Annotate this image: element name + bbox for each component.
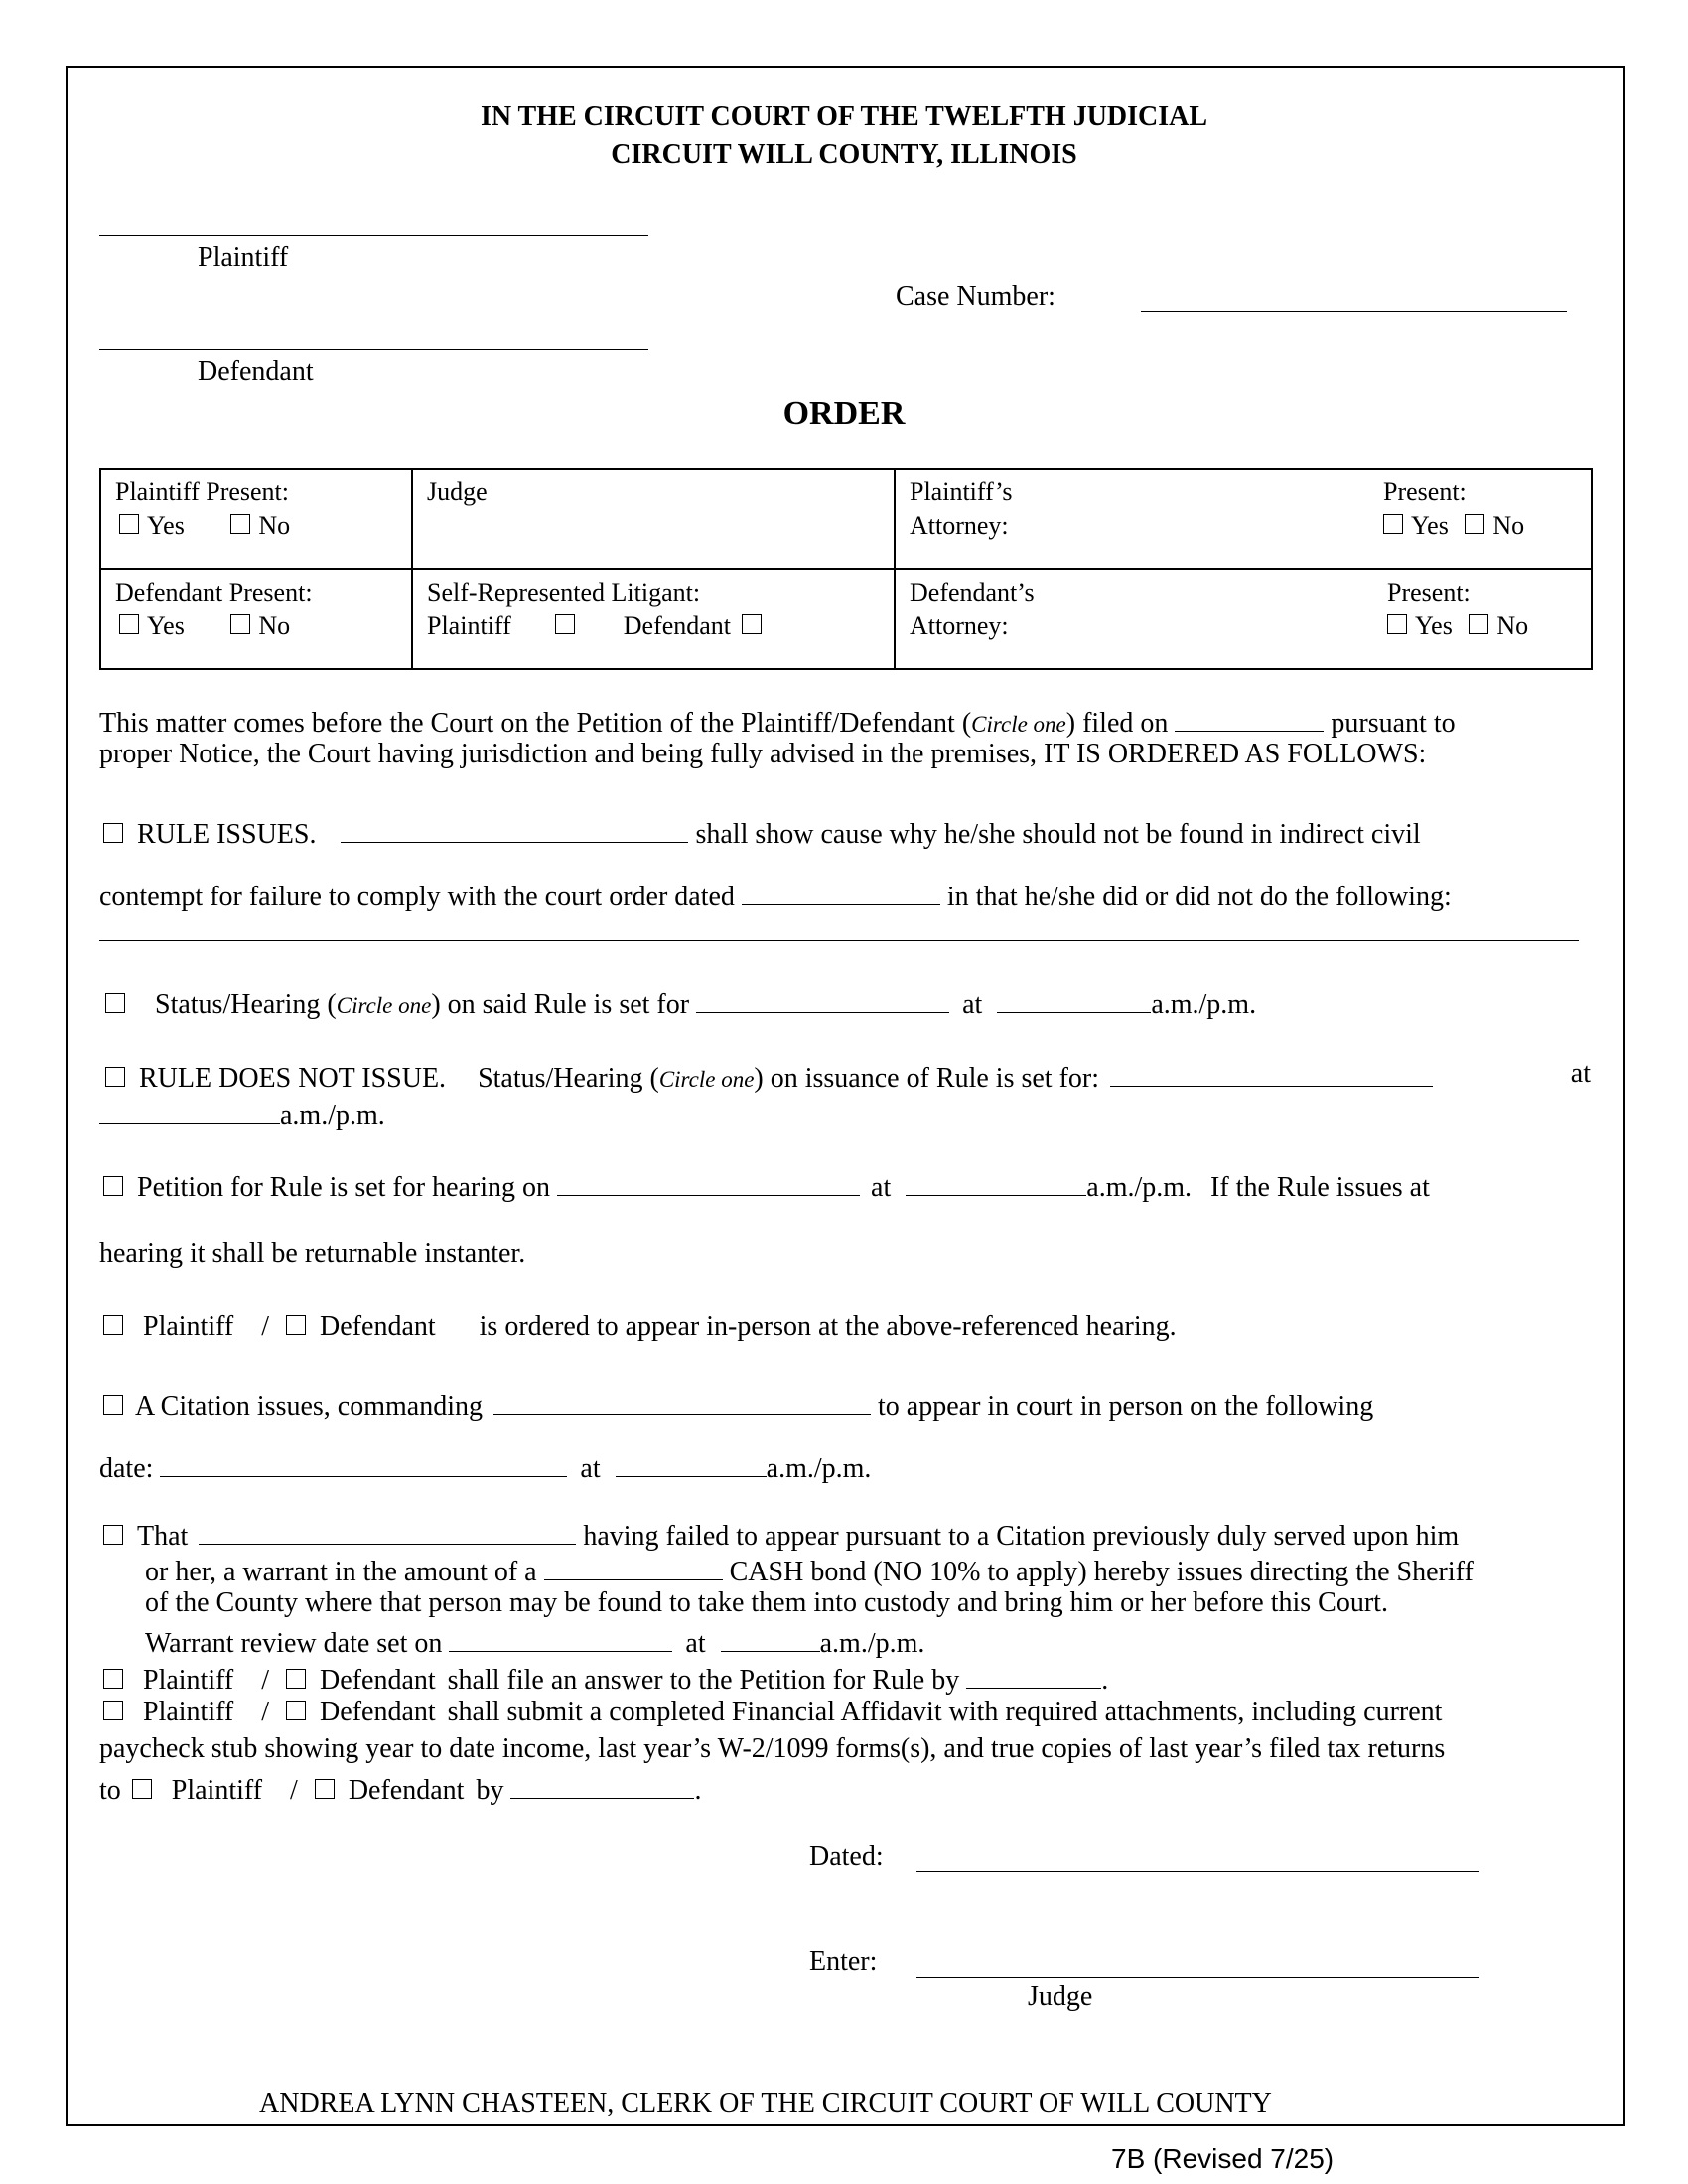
rule-issues-line2: contempt for failure to comply with the court order dated in that he/she did or did not do the following: [99, 879, 1452, 911]
judge-signature-line[interactable] [916, 1977, 1479, 1978]
defendants-attorney-label-2: Attorney: [910, 612, 1009, 640]
defendants-attorney-yes-checkbox[interactable] [1387, 614, 1407, 634]
warrant-checkbox[interactable] [103, 1525, 123, 1545]
plaintiffs-attorney-label-2: Attorney: [910, 511, 1009, 540]
affidavit-line1: Plaintiff / Defendant shall submit a completed Financial Affidavit with required attachments, including current [103, 1699, 1442, 1726]
intro-line1: This matter comes before the Court on the Petition of the Plaintiff/Defendant (Circle one) filed on pursuant to [99, 705, 1456, 738]
attendance-table [99, 468, 1593, 670]
self-represented-label: Self-Represented Litigant: [427, 578, 701, 607]
appear-defendant-checkbox[interactable] [286, 1315, 306, 1335]
self-rep-defendant-label: Defendant [623, 612, 732, 640]
present-label: Present: [1383, 478, 1467, 506]
affidavit-line3: to Plaintiff / Defendant by . [99, 1772, 701, 1805]
defendant-label: Defendant [198, 356, 314, 387]
defendants-attorney-no-checkbox[interactable] [1469, 614, 1488, 634]
appear-plaintiff-checkbox[interactable] [103, 1315, 123, 1335]
petition-filed-date-blank[interactable] [1175, 705, 1324, 732]
citation-line2: date: at a.m./p.m. [99, 1450, 871, 1483]
rule-issues-checkbox[interactable] [103, 823, 123, 843]
affidavit-to-defendant-checkbox[interactable] [315, 1779, 335, 1799]
answer-plaintiff-checkbox[interactable] [103, 1669, 123, 1689]
present-label: Present: [1387, 578, 1471, 607]
plaintiffs-attorney-label-1: Plaintiff’s [910, 478, 1013, 506]
citation-party-blank[interactable] [493, 1388, 871, 1415]
enter-label: Enter: [809, 1946, 878, 1977]
answer-date-blank[interactable] [966, 1662, 1101, 1689]
status-hearing-time-blank[interactable] [997, 986, 1151, 1013]
judge-cell [412, 469, 895, 569]
defendant-present-label: Defendant Present: [115, 578, 313, 607]
rule-not-issue-checkbox[interactable] [105, 1067, 125, 1087]
affidavit-to-plaintiff-checkbox[interactable] [132, 1779, 152, 1799]
rule-not-issue-label: RULE DOES NOT ISSUE. [139, 1063, 447, 1094]
warrant-review-date-blank[interactable] [449, 1625, 672, 1652]
rule-issues-line1: RULE ISSUES. shall show cause why he/she should not be found in indirect civil [103, 816, 1421, 849]
clerk-footer: ANDREA LYNN CHASTEEN, CLERK OF THE CIRCUIT COURT OF WILL COUNTY [259, 2088, 1272, 2118]
defendants-attorney-label-1: Defendant’s [910, 578, 1035, 607]
following-details-line[interactable] [99, 940, 1579, 941]
no-label: No [1492, 511, 1525, 540]
rule-not-issue-line2: a.m./p.m. [99, 1097, 385, 1130]
warrant-amount-blank[interactable] [544, 1554, 723, 1580]
self-represented-cell [412, 569, 895, 669]
warrant-block [103, 1512, 1460, 1552]
plaintiffs-attorney-present-cell [1361, 469, 1592, 569]
rule-issues-label: RULE ISSUES. [137, 819, 317, 850]
petition-hearing-date-blank[interactable] [557, 1169, 860, 1196]
warrant-line3: of the County where that person may be found to take them into custody and bring him or her before this Court. [145, 1587, 1388, 1618]
petition-hearing-checkbox[interactable] [103, 1176, 123, 1196]
warrant-party-blank[interactable] [199, 1518, 576, 1545]
defendants-attorney-present-cell [1361, 569, 1592, 669]
form-number: 7B (Revised 7/25) [1111, 2143, 1335, 2174]
intro-line2: proper Notice, the Court having jurisdiction and being fully advised in the premises, IT IS ORDERED AS FOLLOWS: [99, 739, 1427, 769]
self-rep-plaintiff-checkbox[interactable] [555, 614, 575, 634]
defendant-name-line[interactable] [99, 349, 648, 350]
plaintiff-present-yes-checkbox[interactable] [119, 514, 139, 534]
plaintiffs-attorney-no-checkbox[interactable] [1465, 514, 1484, 534]
citation-line1: A Citation issues, commanding to appear in court in person on the following [103, 1388, 1373, 1421]
warrant-line1: That having failed to appear pursuant to a Citation previously duly served upon him [103, 1518, 1459, 1551]
plaintiff-label: Plaintiff [198, 242, 289, 273]
plaintiff-present-no-checkbox[interactable] [230, 514, 250, 534]
no-label: No [1496, 612, 1529, 640]
dated-line[interactable] [916, 1871, 1479, 1872]
status-hearing-date-blank[interactable] [696, 986, 949, 1013]
rule-issues-party-blank[interactable] [341, 816, 688, 843]
order-title: ORDER [782, 395, 906, 432]
rule-not-issue-date-blank[interactable] [1110, 1060, 1433, 1087]
citation-time-blank[interactable] [616, 1450, 767, 1477]
no-label: No [258, 511, 291, 540]
citation-checkbox[interactable] [103, 1395, 123, 1415]
plaintiff-present-label: Plaintiff Present: [115, 478, 290, 506]
plaintiff-name-line[interactable] [99, 235, 648, 236]
affidavit-defendant-checkbox[interactable] [286, 1701, 306, 1720]
defendant-present-yes-checkbox[interactable] [119, 614, 139, 634]
self-rep-defendant-checkbox[interactable] [742, 614, 762, 634]
plaintiffs-attorney-yes-checkbox[interactable] [1383, 514, 1403, 534]
court-header-line2: CIRCUIT WILL COUNTY, ILLINOIS [611, 139, 1077, 170]
affidavit-by-date-blank[interactable] [510, 1772, 694, 1799]
plaintiff-present-cell [100, 469, 412, 569]
circle-one-note: Circle one [971, 712, 1066, 737]
warrant-review-time-blank[interactable] [721, 1625, 820, 1652]
warrant-line2: or her, a warrant in the amount of a CASH bond (NO 10% to apply) hereby issues directing the Sheriff [145, 1554, 1474, 1586]
status-hearing-checkbox[interactable] [105, 993, 125, 1013]
answer-line: Plaintiff / Defendant shall file an answer to the Petition for Rule by . [103, 1662, 1108, 1695]
rule-not-issue-time-blank[interactable] [99, 1097, 280, 1124]
yes-label: Yes [147, 511, 185, 540]
circle-one-note: Circle one [336, 993, 432, 1018]
judge-label: Judge [427, 478, 488, 506]
status-hearing-line: Status/Hearing (Circle one) on said Rule is set for at a.m./p.m. [105, 986, 1256, 1019]
judge-label: Judge [1028, 1981, 1093, 2012]
answer-defendant-checkbox[interactable] [286, 1669, 306, 1689]
yes-label: Yes [1415, 612, 1453, 640]
case-number-label: Case Number: [896, 281, 1055, 312]
defendant-present-cell [100, 569, 412, 669]
rule-not-issue-line1: RULE DOES NOT ISSUE. Status/Hearing (Circle one) on issuance of Rule is set for: at [105, 1060, 1591, 1093]
petition-hearing-line2: hearing it shall be returnable instanter. [99, 1238, 526, 1269]
dated-label: Dated: [809, 1842, 884, 1872]
citation-date-blank[interactable] [160, 1450, 567, 1477]
plaintiffs-attorney-cell [895, 469, 1361, 569]
affidavit-plaintiff-checkbox[interactable] [103, 1701, 123, 1720]
affidavit-line2: paycheck stub showing year to date income, last year’s W-2/1099 forms(s), and true copies of last year’s filed tax returns [99, 1733, 1446, 1764]
defendant-present-no-checkbox[interactable] [230, 614, 250, 634]
petition-hearing-time-blank[interactable] [906, 1169, 1086, 1196]
self-rep-plaintiff-label: Plaintiff [427, 612, 511, 640]
yes-label: Yes [147, 612, 185, 640]
court-header-line1: IN THE CIRCUIT COURT OF THE TWELFTH JUDICIAL [480, 101, 1208, 132]
petition-hearing-line1: Petition for Rule is set for hearing on at a.m./p.m. If the Rule issues at [103, 1169, 1430, 1202]
defendants-attorney-cell [895, 569, 1361, 669]
warrant-line4: Warrant review date set on at a.m./p.m. [145, 1625, 924, 1658]
circle-one-note: Circle one [658, 1067, 755, 1092]
court-order-date-blank[interactable] [742, 879, 940, 905]
yes-label: Yes [1411, 511, 1449, 540]
appear-line: Plaintiff / Defendant is ordered to appear in-person at the above-referenced hearing. [103, 1313, 1177, 1341]
case-number-line[interactable] [1141, 311, 1567, 312]
no-label: No [258, 612, 291, 640]
